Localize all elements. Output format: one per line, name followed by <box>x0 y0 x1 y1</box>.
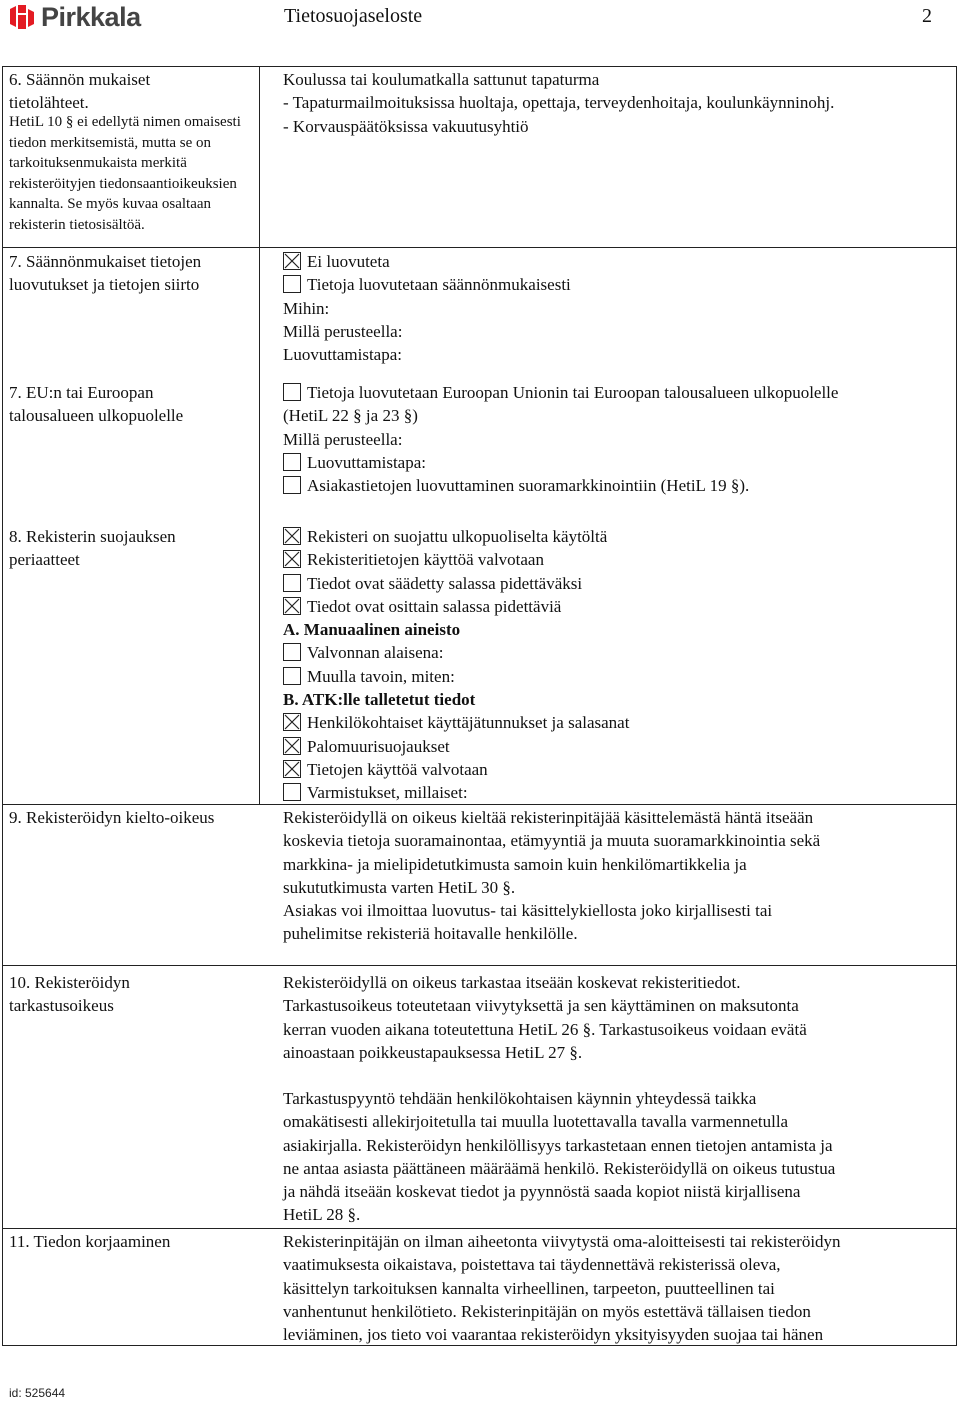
field-label: Millä perusteella: <box>283 321 403 341</box>
section-6-label: 6. Säännön mukaiset tietolähteet. <box>9 70 151 113</box>
row-divider <box>2 1228 957 1229</box>
section-7-eu-content: Tietoja luovutetaan Euroopan Unionin tai Euroopan talousalueen ulkopuolelle (HetiL 22 § ja 23 §) Millä perusteella: Luovuttamistapa: Asiakastietojen luovuttaminen suoramarkkinointiin (HetiL 19 §). <box>283 381 838 497</box>
checkbox-row: Tietoja luovutetaan säännönmukaisesti <box>283 273 571 296</box>
page-header <box>0 0 960 40</box>
checkbox-row: Tietoja luovutetaan Euroopan Unionin tai Euroopan talousalueen ulkopuolelle <box>283 381 838 404</box>
checkbox-row: Henkilökohtaiset käyttäjätunnukset ja salasanat <box>283 711 629 734</box>
checkbox-row: Luovuttamistapa: <box>283 451 838 474</box>
row-divider <box>2 247 957 248</box>
usage-monitored-checkbox[interactable] <box>283 760 301 778</box>
confidential-checkbox[interactable] <box>283 574 301 592</box>
disclosure-checkbox[interactable] <box>283 252 301 270</box>
checkbox-checked-icon <box>284 714 300 730</box>
checkbox-row: Tietojen käyttöä valvotaan <box>283 758 629 781</box>
heading-manual: A. Manuaalinen aineisto <box>283 620 461 640</box>
checkbox-row: Asiakastietojen luovuttaminen suoramarkkinointiin (HetiL 19 §). <box>283 474 838 497</box>
section-7-label: 7. Säännönmukaiset tietojen luovutukset ja tietojen siirto <box>9 252 202 295</box>
checkbox-checked-icon <box>284 253 300 269</box>
user-credentials-checkbox[interactable] <box>283 713 301 731</box>
heading-atk: B. ATK:lle talletetut tiedot <box>283 690 476 710</box>
backups-checkbox[interactable] <box>283 783 301 801</box>
protected-checkbox[interactable] <box>283 527 301 545</box>
section-10-para-2: Tarkastuspyyntö tehdään henkilökohtaisen käynnin yhteydessä taikka omakätisesti allekirjoitetulla tai muulla luotettavalla tavalla varmennetulla asiakirjalla. Rekisteröidyn henkilöllisyys tarkastetaan ennen tietojen antamista ja ne antaa asiasta päättäneen määräämä henkilö. Rekisteröidyllä on oikeus tutustua ja nähdä itseään koskevat tiedot ja pyynnöstä saada kopiot niistä kirjallisena HetiL 28 §. <box>283 1089 836 1225</box>
row-divider <box>2 965 957 966</box>
checkbox-row: Rekisteri on suojattu ulkopuoliselta käytöltä <box>283 525 629 548</box>
section-11-content: Rekisterinpitäjän on ilman aiheetonta viivytystä oma-aloitteisesti tai rekisteröidyn vaatimuksesta oikaistava, poistettava tai täydennettävä rekisterissä oleva, käsittelyn tarkoituksen kannalta virheellinen, tarpeeton, puutteellinen tai vanhentunut henkilötieto. Rekisterinpitäjän on myös estettävä tällaisen tiedon leviäminen, jos tieto voi vaarantaa rekisteröidyn yksityisyyden suojaa tai hänen <box>283 1232 841 1345</box>
checkbox-checked-icon <box>284 598 300 614</box>
direct-marketing-checkbox[interactable] <box>283 476 301 494</box>
partly-confidential-checkbox[interactable] <box>283 597 301 615</box>
section-10-para-1: Rekisteröidyllä on oikeus tarkastaa itseään koskevat rekisteritiedot. Tarkastusoikeus toteutetaan viivytyksettä ja sen käyttäminen on maksutonta kerran vuoden aikana toteutettuna HetiL 26 §. Tarkastusoikeus voidaan evätä ainoastaan poikkeustapauksessa HetiL 27 §. <box>283 973 807 1062</box>
section-11-label: 11. Tiedon korjaaminen <box>9 1232 171 1251</box>
firewall-checkbox[interactable] <box>283 737 301 755</box>
checkbox-row: Varmistukset, millaiset: <box>283 781 629 804</box>
section-6-content: Koulussa tai koulumatkalla sattunut tapaturma - Tapaturmailmoituksissa huoltaja, opettaja, terveydenhoitaja, koulunkäynninohj. - Korvauspäätöksissa vakuutusyhtiö <box>283 70 835 136</box>
field-label: Mihin: <box>283 298 330 318</box>
column-divider <box>259 66 260 804</box>
section-9-label: 9. Rekisteröidyn kielto-oikeus <box>9 808 215 827</box>
checkbox-row: Muulla tavoin, miten: <box>283 665 629 688</box>
document-id: id: 525644 <box>9 1386 66 1400</box>
section-7-eu-label: 7. EU:n tai Euroopan talousalueen ulkopuolelle <box>9 383 184 426</box>
checkbox-checked-icon <box>284 528 300 544</box>
document-title: Tietosuojaseloste <box>284 5 423 27</box>
section-7-content <box>283 250 571 366</box>
section-6-note: HetiL 10 § ei edellytä nimen omaisesti tiedon merkitsemistä, mutta se on tarkoituksenmukaista merkitä rekisteröityjen tiedonsaantioikeuksien kannalta. Se myös kuvaa osaltaan rekisterin tietosisältöä. <box>9 114 241 233</box>
checkbox-row: Tiedot ovat osittain salassa pidettäviä <box>283 595 629 618</box>
checkbox-checked-icon <box>284 738 300 754</box>
page-number: 2 <box>922 5 932 27</box>
section-10-label: 10. Rekisteröidyn tarkastusoikeus <box>9 973 130 1016</box>
checkbox-checked-icon <box>284 761 300 777</box>
checkbox-checked-icon <box>284 551 300 567</box>
section-8-content <box>283 525 629 805</box>
monitored-checkbox[interactable] <box>283 550 301 568</box>
checkbox-row: Valvonnan alaisena: <box>283 641 629 664</box>
supervised-checkbox[interactable] <box>283 643 301 661</box>
pirkkala-logo <box>8 3 141 31</box>
logo-text: Pirkkala <box>41 1 141 32</box>
checkbox-row: Ei luovuteta <box>283 250 571 273</box>
checkbox-row: Rekisteritietojen käyttöä valvotaan <box>283 548 629 571</box>
checkbox-row: Tiedot ovat säädetty salassa pidettäväksi <box>283 572 629 595</box>
pirkkala-logo-icon <box>8 3 36 31</box>
eu-transfer-checkbox[interactable] <box>283 383 301 401</box>
regular-disclosure-checkbox[interactable] <box>283 275 301 293</box>
other-way-checkbox[interactable] <box>283 667 301 685</box>
section-8-label: 8. Rekisterin suojauksen periaatteet <box>9 527 176 570</box>
checkbox-row: Palomuurisuojaukset <box>283 735 629 758</box>
field-label: Luovuttamistapa: <box>283 345 402 365</box>
eu-method-checkbox[interactable] <box>283 453 301 471</box>
section-9-content: Rekisteröidyllä on oikeus kieltää rekisterinpitäjää käsittelemästä häntä itseään koskevia tietoja suoramainontaa, etämyyntiä ja muuta suoramarkkinointia sekä markkina- ja mielipidetutkimusta samoin kuin henkilömartikkelia ja sukututkimusta varten HetiL 30 §. Asiakas voi ilmoittaa luovutus- tai käsittelykiellosta joko kirjallisesti tai puhelimitse rekisteriä hoitavalle henkilölle. <box>283 808 821 944</box>
